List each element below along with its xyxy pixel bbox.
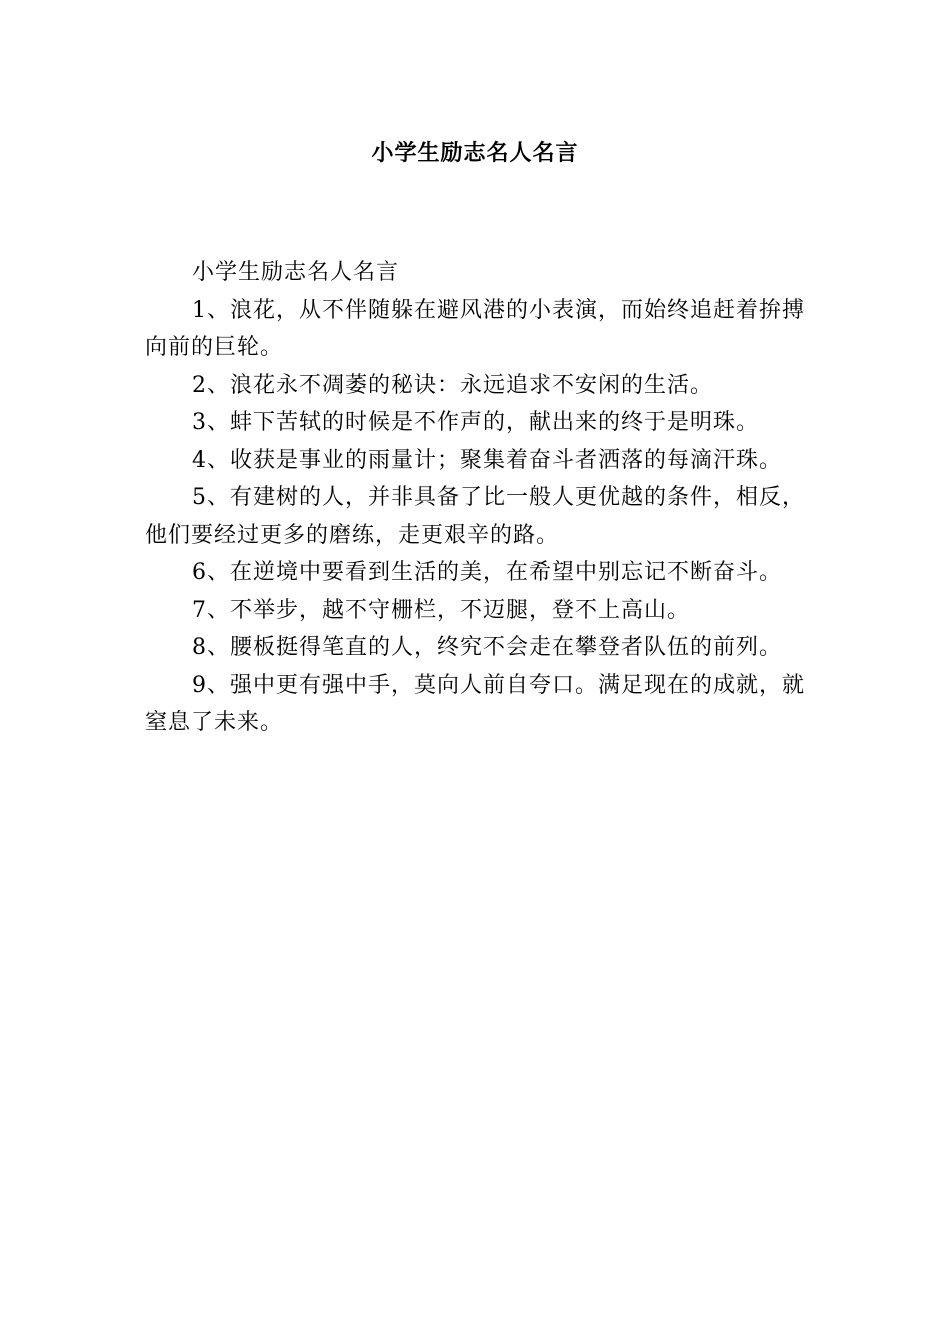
quote-item: 8、腰板挺得笔直的人，终究不会走在攀登者队伍的前列。 — [192, 635, 782, 660]
quote-item: 9、强中更有强中手，莫向人前自夸口。满足现在的成就，就窒息了未来。 — [145, 672, 805, 735]
quote-item: 3、蚌下苦轼的时候是不作声的，献出来的终于是明珠。 — [192, 410, 759, 435]
quote-item: 6、在逆境中要看到生活的美，在希望中别忘记不断奋斗。 — [192, 560, 782, 585]
quote-item: 4、收获是事业的雨量计；聚集着奋斗者洒落的每滴汗珠。 — [192, 447, 782, 473]
document-body — [145, 254, 825, 742]
quote-item: 7、不举步，越不守栅栏，不迈腿，登不上高山。 — [192, 597, 690, 623]
quote-item: 2、浪花永不凋萎的秘诀：永远追求不安闲的生活。 — [192, 372, 713, 398]
paragraph-heading: 小学生励志名人名言 — [192, 260, 400, 285]
quote-item: 1、浪花，从不伴随躲在避风港的小表演，而始终追赶着拚搏向前的巨轮。 — [145, 297, 805, 360]
quote-item: 5、有建树的人，并非具备了比一般人更优越的条件，相反，他们要经过更多的磨练，走更艰辛的路。 — [145, 485, 805, 548]
document-title: 小学生励志名人名言 — [371, 140, 579, 166]
